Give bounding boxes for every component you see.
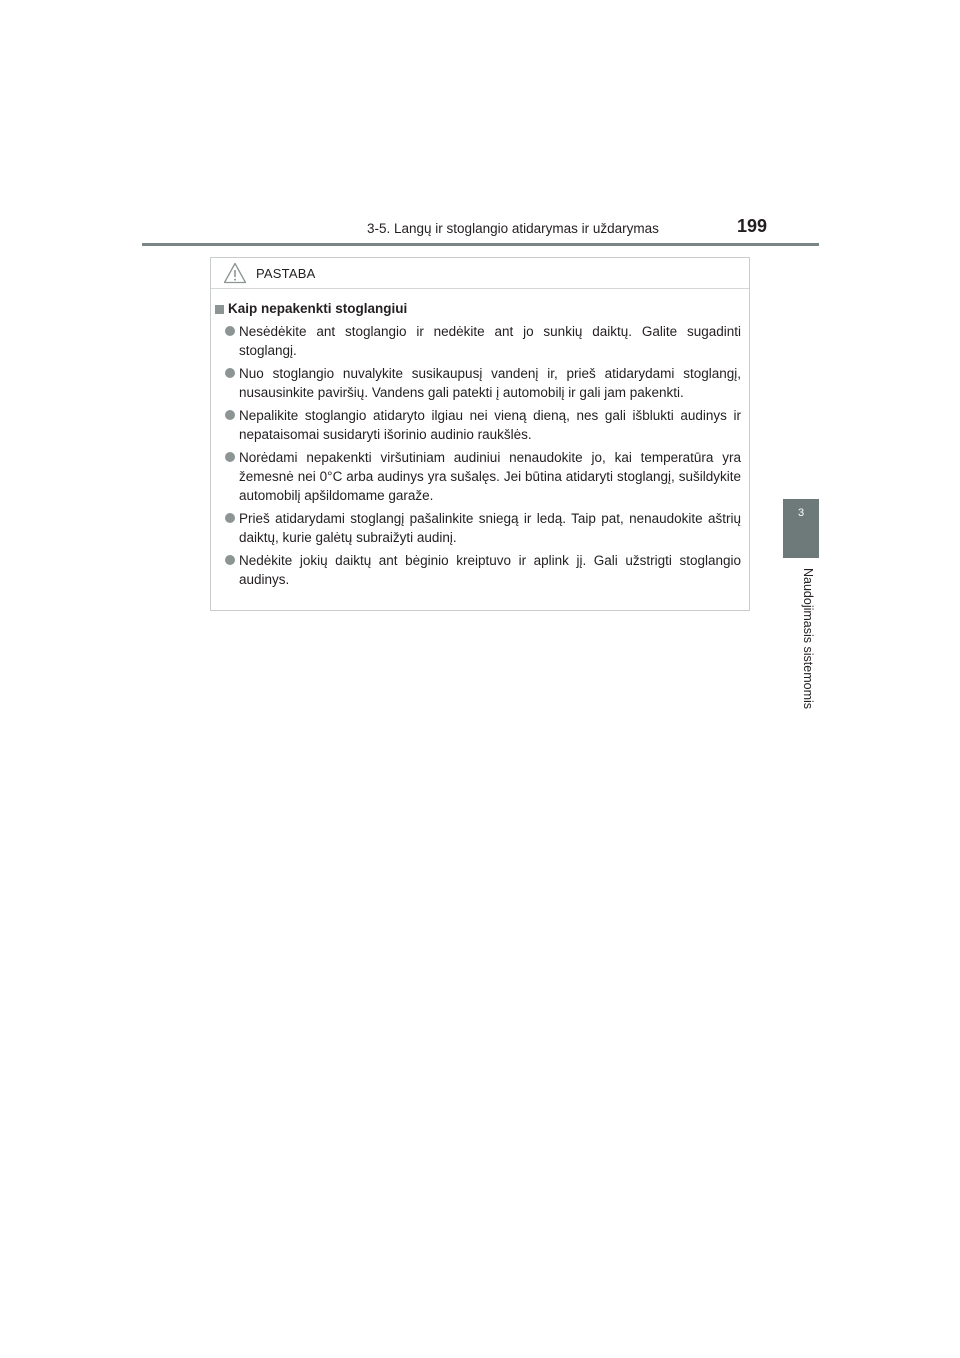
circle-bullet-icon <box>225 410 235 420</box>
circle-bullet-icon <box>225 452 235 462</box>
list-item-text: Nedėkite jokių daiktų ant bėginio kreiptuvo ir aplink jį. Gali užstrigti stoglangio audinys. <box>239 553 741 587</box>
list-item-text: Prieš atidarydami stoglangį pašalinkite sniegą ir ledą. Taip pat, nenaudokite aštrių daiktų, kurie galėtų subraižyti audinį. <box>239 511 741 545</box>
chapter-tab <box>783 499 819 558</box>
notice-box <box>210 257 750 611</box>
warning-triangle-icon <box>223 262 247 284</box>
notice-body <box>211 289 749 589</box>
chapter-number: 3 <box>797 507 805 519</box>
chapter-side-title: Naudojimasis sistemomis <box>801 568 815 710</box>
list-item-text: Norėdami nepakenkti viršutiniam audiniui nenaudokite jo, kai temperatūra yra žemesnė nei 0°C arba audinys yra sušalęs. Jei būtina atidaryti stoglangį, sušildykite automobilį apšildomame garaže. <box>239 450 741 503</box>
page-number: 199 <box>737 216 768 236</box>
square-bullet-icon <box>215 305 224 314</box>
section-title-text: Kaip nepakenkti stoglangiui <box>228 301 408 316</box>
circle-bullet-icon <box>225 368 235 378</box>
header-rule <box>142 243 819 246</box>
notice-label: PASTABA <box>256 265 316 281</box>
list-item-text: Nesėdėkite ant stoglangio ir nedėkite ant jo sunkių daiktų. Galite sugadinti stoglangį. <box>239 324 741 358</box>
list-item <box>215 551 741 589</box>
list-item <box>215 448 741 505</box>
list-item <box>215 364 741 402</box>
list-item <box>215 509 741 547</box>
notice-header <box>211 258 749 289</box>
list-item-text: Nuo stoglangio nuvalykite susikaupusį vandenį ir, prieš atidarydami stoglangį, nusausinkite paviršių. Vandens gali patekti į automobilį ir gali jam pakenkti. <box>239 366 741 400</box>
section-title <box>215 300 741 318</box>
running-header-title: 3-5. Langų ir stoglangio atidarymas ir uždarymas <box>367 221 659 236</box>
list-item <box>215 322 741 360</box>
circle-bullet-icon <box>225 513 235 523</box>
circle-bullet-icon <box>225 326 235 336</box>
list-item <box>215 406 741 444</box>
circle-bullet-icon <box>225 555 235 565</box>
list-item-text: Nepalikite stoglangio atidaryto ilgiau nei vieną dieną, nes gali išblukti audinys ir nepataisomai susidaryti išorinio audinio raukšlės. <box>239 408 741 442</box>
